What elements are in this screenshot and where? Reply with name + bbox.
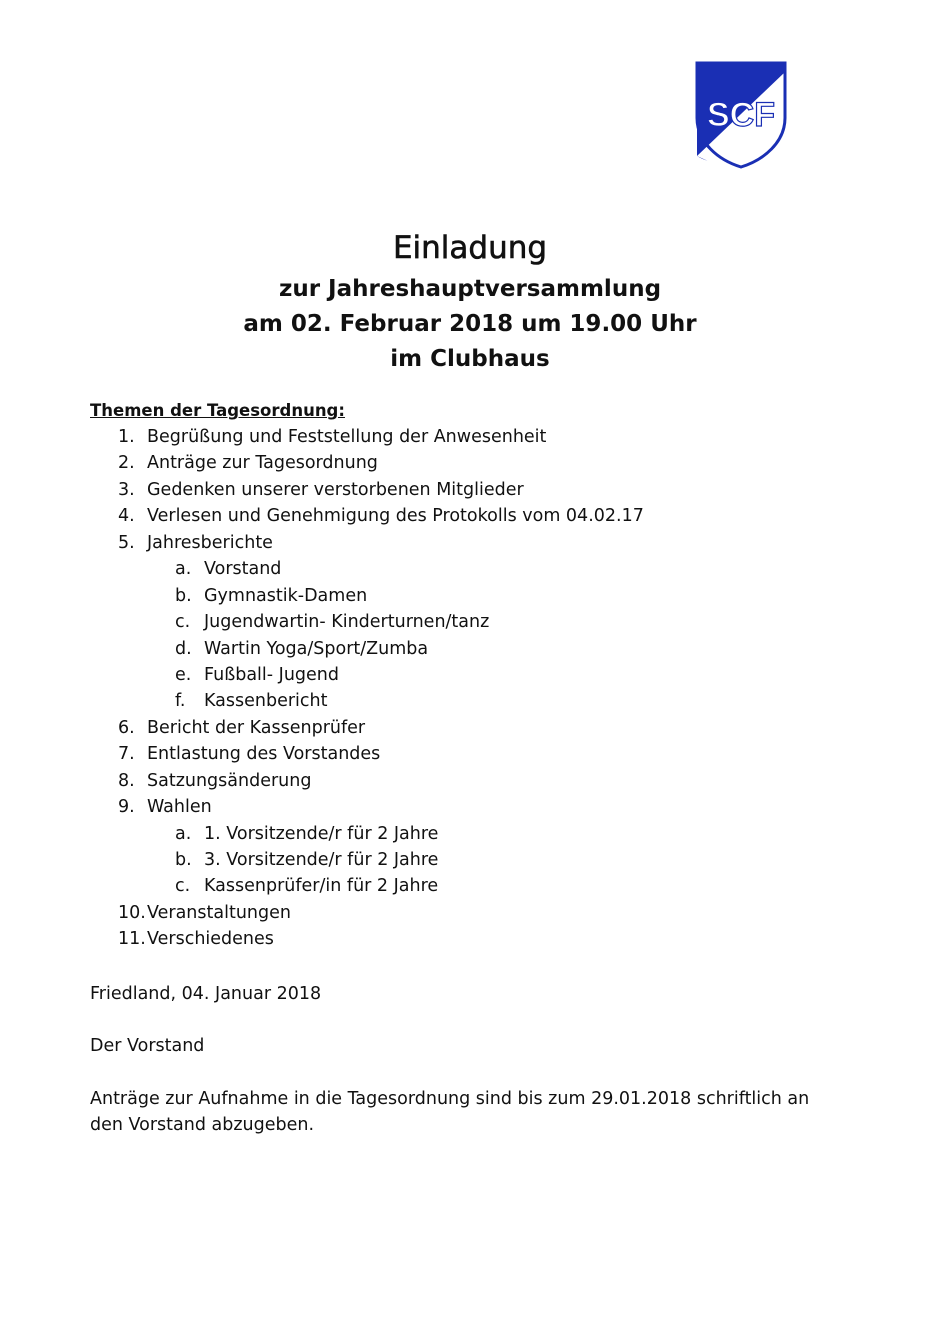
agenda-subitem-text: 3. Vorsitzende/r für 2 Jahre [204, 850, 439, 870]
agenda-item-number: 5. [118, 532, 135, 553]
agenda-item-number: 4. [118, 506, 135, 527]
agenda-item-number: 2. [118, 453, 135, 474]
agenda-item-number: 11. [118, 929, 146, 950]
agenda-item-number: 7. [118, 744, 135, 765]
document-subtitle: zur Jahreshauptversammlung [278, 276, 662, 302]
agenda-item-number: 10. [118, 902, 146, 923]
note-line-1: Anträge zur Aufnahme in die Tagesordnung sind bis zum 29.01.2018 schriftlich an [90, 1089, 810, 1109]
agenda-subitem-letter: a. [175, 823, 192, 844]
agenda-item-number: 1. [118, 427, 135, 447]
agenda-subitem-text: Gymnastik-Damen [204, 585, 368, 606]
note-line-2: den Vorstand abzugeben. [90, 1115, 315, 1135]
agenda-subitem-text: Kassenprüfer/in für 2 Jahre [204, 876, 439, 897]
document-title: Einladung [392, 230, 548, 266]
meeting-date: am 02. Februar 2018 um 19.00 Uhr [243, 311, 697, 337]
agenda-heading: Themen der Tagesordnung: [90, 401, 345, 420]
agenda-subitem-text: Fußball- Jugend [204, 664, 339, 685]
signature: Der Vorstand [90, 1036, 205, 1056]
agenda-subitem-letter: c. [175, 876, 191, 897]
agenda-item-text: Jahresberichte [147, 532, 273, 553]
agenda-item-number: 8. [118, 770, 135, 791]
logo-text: SCF [707, 96, 775, 134]
agenda-subitem-text: Kassenbericht [204, 691, 328, 712]
agenda-item-text: Gedenken unserer verstorbenen Mitglieder [147, 479, 524, 500]
agenda-subitem-letter: d. [175, 638, 192, 659]
agenda-item-number: 6. [118, 717, 135, 738]
agenda-item-text: Anträge zur Tagesordnung [147, 453, 378, 474]
agenda-item-text: Begrüßung und Feststellung der Anwesenheit [147, 427, 547, 447]
club-logo-shield [694, 60, 788, 170]
meeting-location: im Clubhaus [390, 346, 550, 372]
agenda-item-number: 3. [118, 479, 135, 500]
agenda-item-text: Bericht der Kassenprüfer [147, 717, 366, 738]
agenda-subitem-letter: a. [175, 559, 192, 580]
shield-icon [694, 60, 788, 170]
agenda-item-text: Entlastung des Vorstandes [147, 744, 381, 765]
agenda-item-text: Veranstaltungen [147, 902, 291, 923]
agenda-subitem-text: 1. Vorsitzende/r für 2 Jahre [204, 823, 439, 844]
agenda-item-number: 9. [118, 797, 135, 818]
place-and-date: Friedland, 04. Januar 2018 [90, 984, 322, 1004]
agenda-subitem-letter: f. [175, 691, 186, 712]
agenda-item-text: Satzungsänderung [147, 770, 312, 791]
agenda-subitem-letter: c. [175, 612, 191, 633]
agenda-subitem-text: Jugendwartin- Kinderturnen/tanz [204, 612, 490, 633]
agenda-item-text: Verlesen und Genehmigung des Protokolls vom 04.02.17 [147, 506, 644, 527]
agenda-subitem-text: Vorstand [204, 559, 282, 580]
agenda-item-text: Verschiedenes [147, 929, 274, 950]
agenda-subitem-letter: b. [175, 850, 192, 870]
agenda-subitem-letter: b. [175, 585, 192, 606]
agenda-subitem-text: Wartin Yoga/Sport/Zumba [204, 638, 429, 659]
agenda-subitem-letter: e. [175, 664, 192, 685]
agenda-item-text: Wahlen [147, 797, 212, 818]
